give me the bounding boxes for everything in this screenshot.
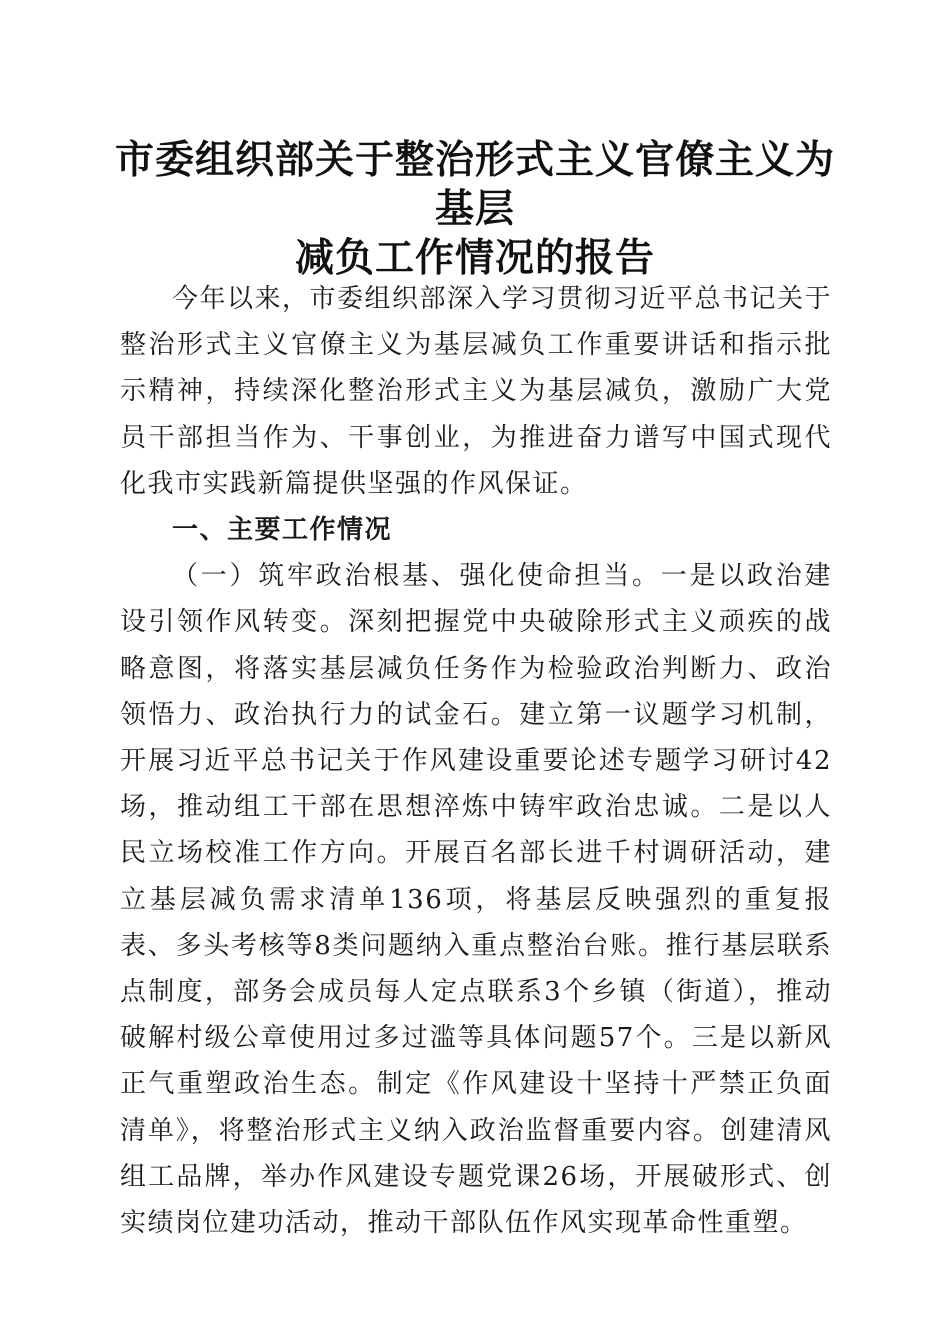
subsection-body: 一是以政治建设引领作风转变。深刻把握党中央破除形式主义顽疾的战略意图，将落实基层减负任务作为检验政治判断力、政治领悟力、政治执行力的试金石。建立第一议题学习机制，开展习近平总书记关于作风建设重要论述专题学习研讨42场，推动组工干部在思想淬炼中铸牢政治忠诚。二是以人民立场校准工作方向。开展百名部长进千村调研活动，建立基层减负需求清单136项，将基层反映强烈的重复报表、多头考核等8类问题纳入重点整治台账。推行基层联系点制度，部务会成员每人定点联系3个乡镇（街道），推动破解村级公章使用过多过滥等具体问题57个。三是以新风正气重塑政治生态。制定《作风建设十坚持十严禁正负面清单》，将整治形式主义纳入政治监督重要内容。创建清风组工品牌，举办作风建设专题党课26场，开展破形式、创实绩岗位建功活动，推动干部队伍作风实现革命性重塑。 [120,561,832,1239]
subsection-heading: （一）筑牢政治根基、强化使命担当。 [172,561,661,592]
title-line-2: 减负工作情况的报告 [294,235,655,281]
title-line-1: 市委组织部关于整治形式主义官僚主义为基层 [114,137,835,232]
subsection-paragraph [120,553,832,1246]
intro-paragraph: 今年以来，市委组织部深入学习贯彻习近平总书记关于整治形式主义官僚主义为基层减负工作重要讲话和指示批示精神，持续深化整治形式主义为基层减负，激励广大党员干部担当作为、干事创业，为推进奋力谱写中国式现代化我市实践新篇提供坚强的作风保证。 [120,284,833,499]
document-body [120,276,832,1246]
section-heading: 一、主要工作情况 [172,515,393,546]
document-title [100,136,850,283]
